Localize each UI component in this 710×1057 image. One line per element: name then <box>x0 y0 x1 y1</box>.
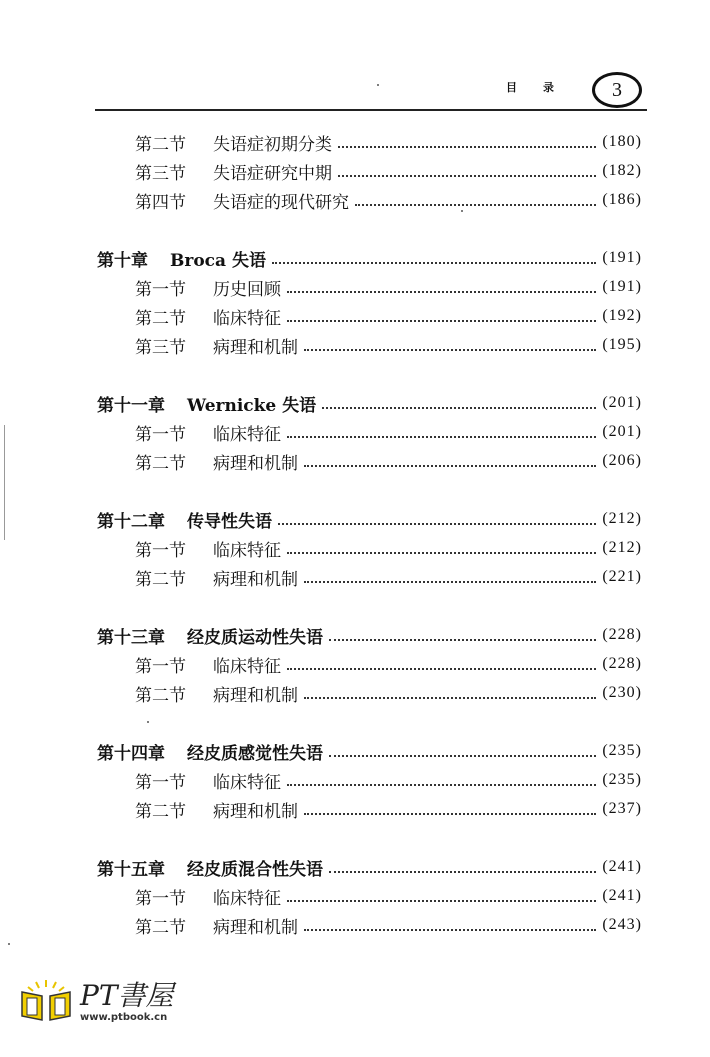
watermark-brand: PT書屋 <box>80 979 174 1012</box>
watermark-logo <box>18 970 208 1030</box>
page-number-badge <box>592 72 642 108</box>
toc-entry-title: 临床特征 <box>213 424 281 445</box>
toc-entry-number: 第二节 <box>135 134 186 155</box>
toc-section-row[interactable] <box>135 565 642 589</box>
dot-leader <box>304 696 596 699</box>
dot-leader <box>287 783 596 786</box>
toc-entry-page: (180) <box>602 133 642 150</box>
toc-entry-page: (230) <box>602 684 642 701</box>
toc-entry-number: 第二节 <box>135 453 186 474</box>
toc-chapter-row[interactable] <box>97 855 642 879</box>
dot-leader <box>329 754 596 757</box>
dot-leader <box>338 145 596 148</box>
toc-section-row[interactable] <box>135 913 642 937</box>
dot-leader <box>304 580 596 583</box>
toc-entry-title: 临床特征 <box>213 656 281 677</box>
toc-entry-page: (212) <box>602 539 642 556</box>
toc-entry-number: 第二节 <box>135 917 186 938</box>
toc-entry-title: 临床特征 <box>213 308 281 329</box>
toc-entry-title: 病理和机制 <box>213 685 298 706</box>
running-header <box>95 66 642 110</box>
toc-entry-number: 第十四章 <box>97 743 165 764</box>
toc-entry-page: (228) <box>602 655 642 672</box>
scan-speck <box>377 84 379 86</box>
toc-entry-page: (243) <box>602 916 642 933</box>
toc-chapter-row[interactable] <box>97 507 642 531</box>
toc-entry-page: (241) <box>602 887 642 904</box>
toc-entry-title: Broca 失语 <box>170 250 266 271</box>
toc-entry-page: (192) <box>602 307 642 324</box>
scan-speck <box>8 943 10 945</box>
scan-speck <box>147 721 149 723</box>
toc-entry-title: 失语症初期分类 <box>213 134 332 155</box>
toc-entry-page: (228) <box>602 626 642 643</box>
toc-entry-page: (235) <box>602 742 642 759</box>
dot-leader <box>287 319 596 322</box>
dot-leader <box>272 261 596 264</box>
toc-section-row[interactable] <box>135 188 642 212</box>
toc-entry-number: 第一节 <box>135 772 186 793</box>
toc-section-row[interactable] <box>135 159 642 183</box>
toc-entry-title: 传导性失语 <box>187 511 272 532</box>
toc-entry-page: (191) <box>602 249 642 266</box>
book-icon <box>18 978 74 1022</box>
toc-entry-title: 临床特征 <box>213 772 281 793</box>
scan-margin-line <box>4 425 5 540</box>
dot-leader <box>329 870 596 873</box>
toc-section-row[interactable] <box>135 536 642 560</box>
toc-entry-number: 第一节 <box>135 424 186 445</box>
toc-entry-number: 第十一章 <box>97 395 165 416</box>
header-rule <box>95 109 647 111</box>
watermark-url: www.ptbook.cn <box>80 1012 168 1023</box>
dot-leader <box>287 290 596 293</box>
dot-leader <box>304 812 596 815</box>
toc-entry-number: 第一节 <box>135 656 186 677</box>
toc-entry-title: 临床特征 <box>213 888 281 909</box>
toc-section-row[interactable] <box>135 130 642 154</box>
dot-leader <box>304 928 596 931</box>
toc-section-row[interactable] <box>135 420 642 444</box>
toc-entry-page: (201) <box>602 423 642 440</box>
dot-leader <box>304 348 596 351</box>
toc-entry-number: 第四节 <box>135 192 186 213</box>
header-label: 目录 <box>506 81 580 94</box>
toc-entry-title: 经皮质感觉性失语 <box>187 743 323 764</box>
toc-chapter-row[interactable] <box>97 246 642 270</box>
toc-entry-page: (206) <box>602 452 642 469</box>
toc-entry-title: 病理和机制 <box>213 801 298 822</box>
toc-entry-number: 第十五章 <box>97 859 165 880</box>
toc-entry-title: 病理和机制 <box>213 569 298 590</box>
toc-entry-number: 第二节 <box>135 685 186 706</box>
toc-entry-number: 第一节 <box>135 540 186 561</box>
toc-entry-title: 临床特征 <box>213 540 281 561</box>
toc-entry-number: 第三节 <box>135 163 186 184</box>
toc-entry-number: 第十章 <box>97 250 148 271</box>
toc-entry-page: (201) <box>602 394 642 411</box>
toc-section-row[interactable] <box>135 449 642 473</box>
toc-entry-title: 病理和机制 <box>213 337 298 358</box>
toc-entry-page: (212) <box>602 510 642 527</box>
dot-leader <box>287 667 596 670</box>
toc-entry-page: (235) <box>602 771 642 788</box>
dot-leader <box>304 464 596 467</box>
dot-leader <box>329 638 596 641</box>
toc-entry-number: 第十二章 <box>97 511 165 532</box>
toc-entry-number: 第一节 <box>135 888 186 909</box>
toc-entry-page: (195) <box>602 336 642 353</box>
toc-entry-number: 第二节 <box>135 801 186 822</box>
toc-chapter-row[interactable] <box>97 623 642 647</box>
dot-leader <box>338 174 596 177</box>
toc-entry-title: 失语症研究中期 <box>213 163 332 184</box>
toc-entry-number: 第三节 <box>135 337 186 358</box>
toc-section-row[interactable] <box>135 884 642 908</box>
toc-entry-title: 历史回顾 <box>213 279 281 300</box>
toc-entry-page: (186) <box>602 191 642 208</box>
toc-chapter-row[interactable] <box>97 739 642 763</box>
toc-entry-page: (237) <box>602 800 642 817</box>
toc-section-row[interactable] <box>135 768 642 792</box>
toc-entry-page: (241) <box>602 858 642 875</box>
toc-section-row[interactable] <box>135 681 642 705</box>
toc-entry-number: 第一节 <box>135 279 186 300</box>
toc-entry-page: (221) <box>602 568 642 585</box>
toc-entry-page: (182) <box>602 162 642 179</box>
dot-leader <box>287 435 596 438</box>
dot-leader <box>278 522 596 525</box>
toc-section-row[interactable] <box>135 797 642 821</box>
toc-entry-title: Wernicke 失语 <box>187 395 317 416</box>
dot-leader <box>287 899 596 902</box>
dot-leader <box>355 203 596 206</box>
toc-entry-title: 病理和机制 <box>213 917 298 938</box>
toc-entry-number: 第十三章 <box>97 627 165 648</box>
toc-entry-title: 病理和机制 <box>213 453 298 474</box>
toc-section-row[interactable] <box>135 304 642 328</box>
toc-section-row[interactable] <box>135 333 642 357</box>
toc-entry-page: (191) <box>602 278 642 295</box>
toc-entry-number: 第二节 <box>135 569 186 590</box>
toc-entry-number: 第二节 <box>135 308 186 329</box>
dot-leader <box>322 406 596 409</box>
toc-entry-title: 经皮质混合性失语 <box>187 859 323 880</box>
toc-section-row[interactable] <box>135 275 642 299</box>
page-number: 3 <box>612 78 622 101</box>
toc-chapter-row[interactable] <box>97 391 642 415</box>
toc-section-row[interactable] <box>135 652 642 676</box>
dot-leader <box>287 551 596 554</box>
toc-entry-title: 经皮质运动性失语 <box>187 627 323 648</box>
toc-entry-title: 失语症的现代研究 <box>213 192 349 213</box>
